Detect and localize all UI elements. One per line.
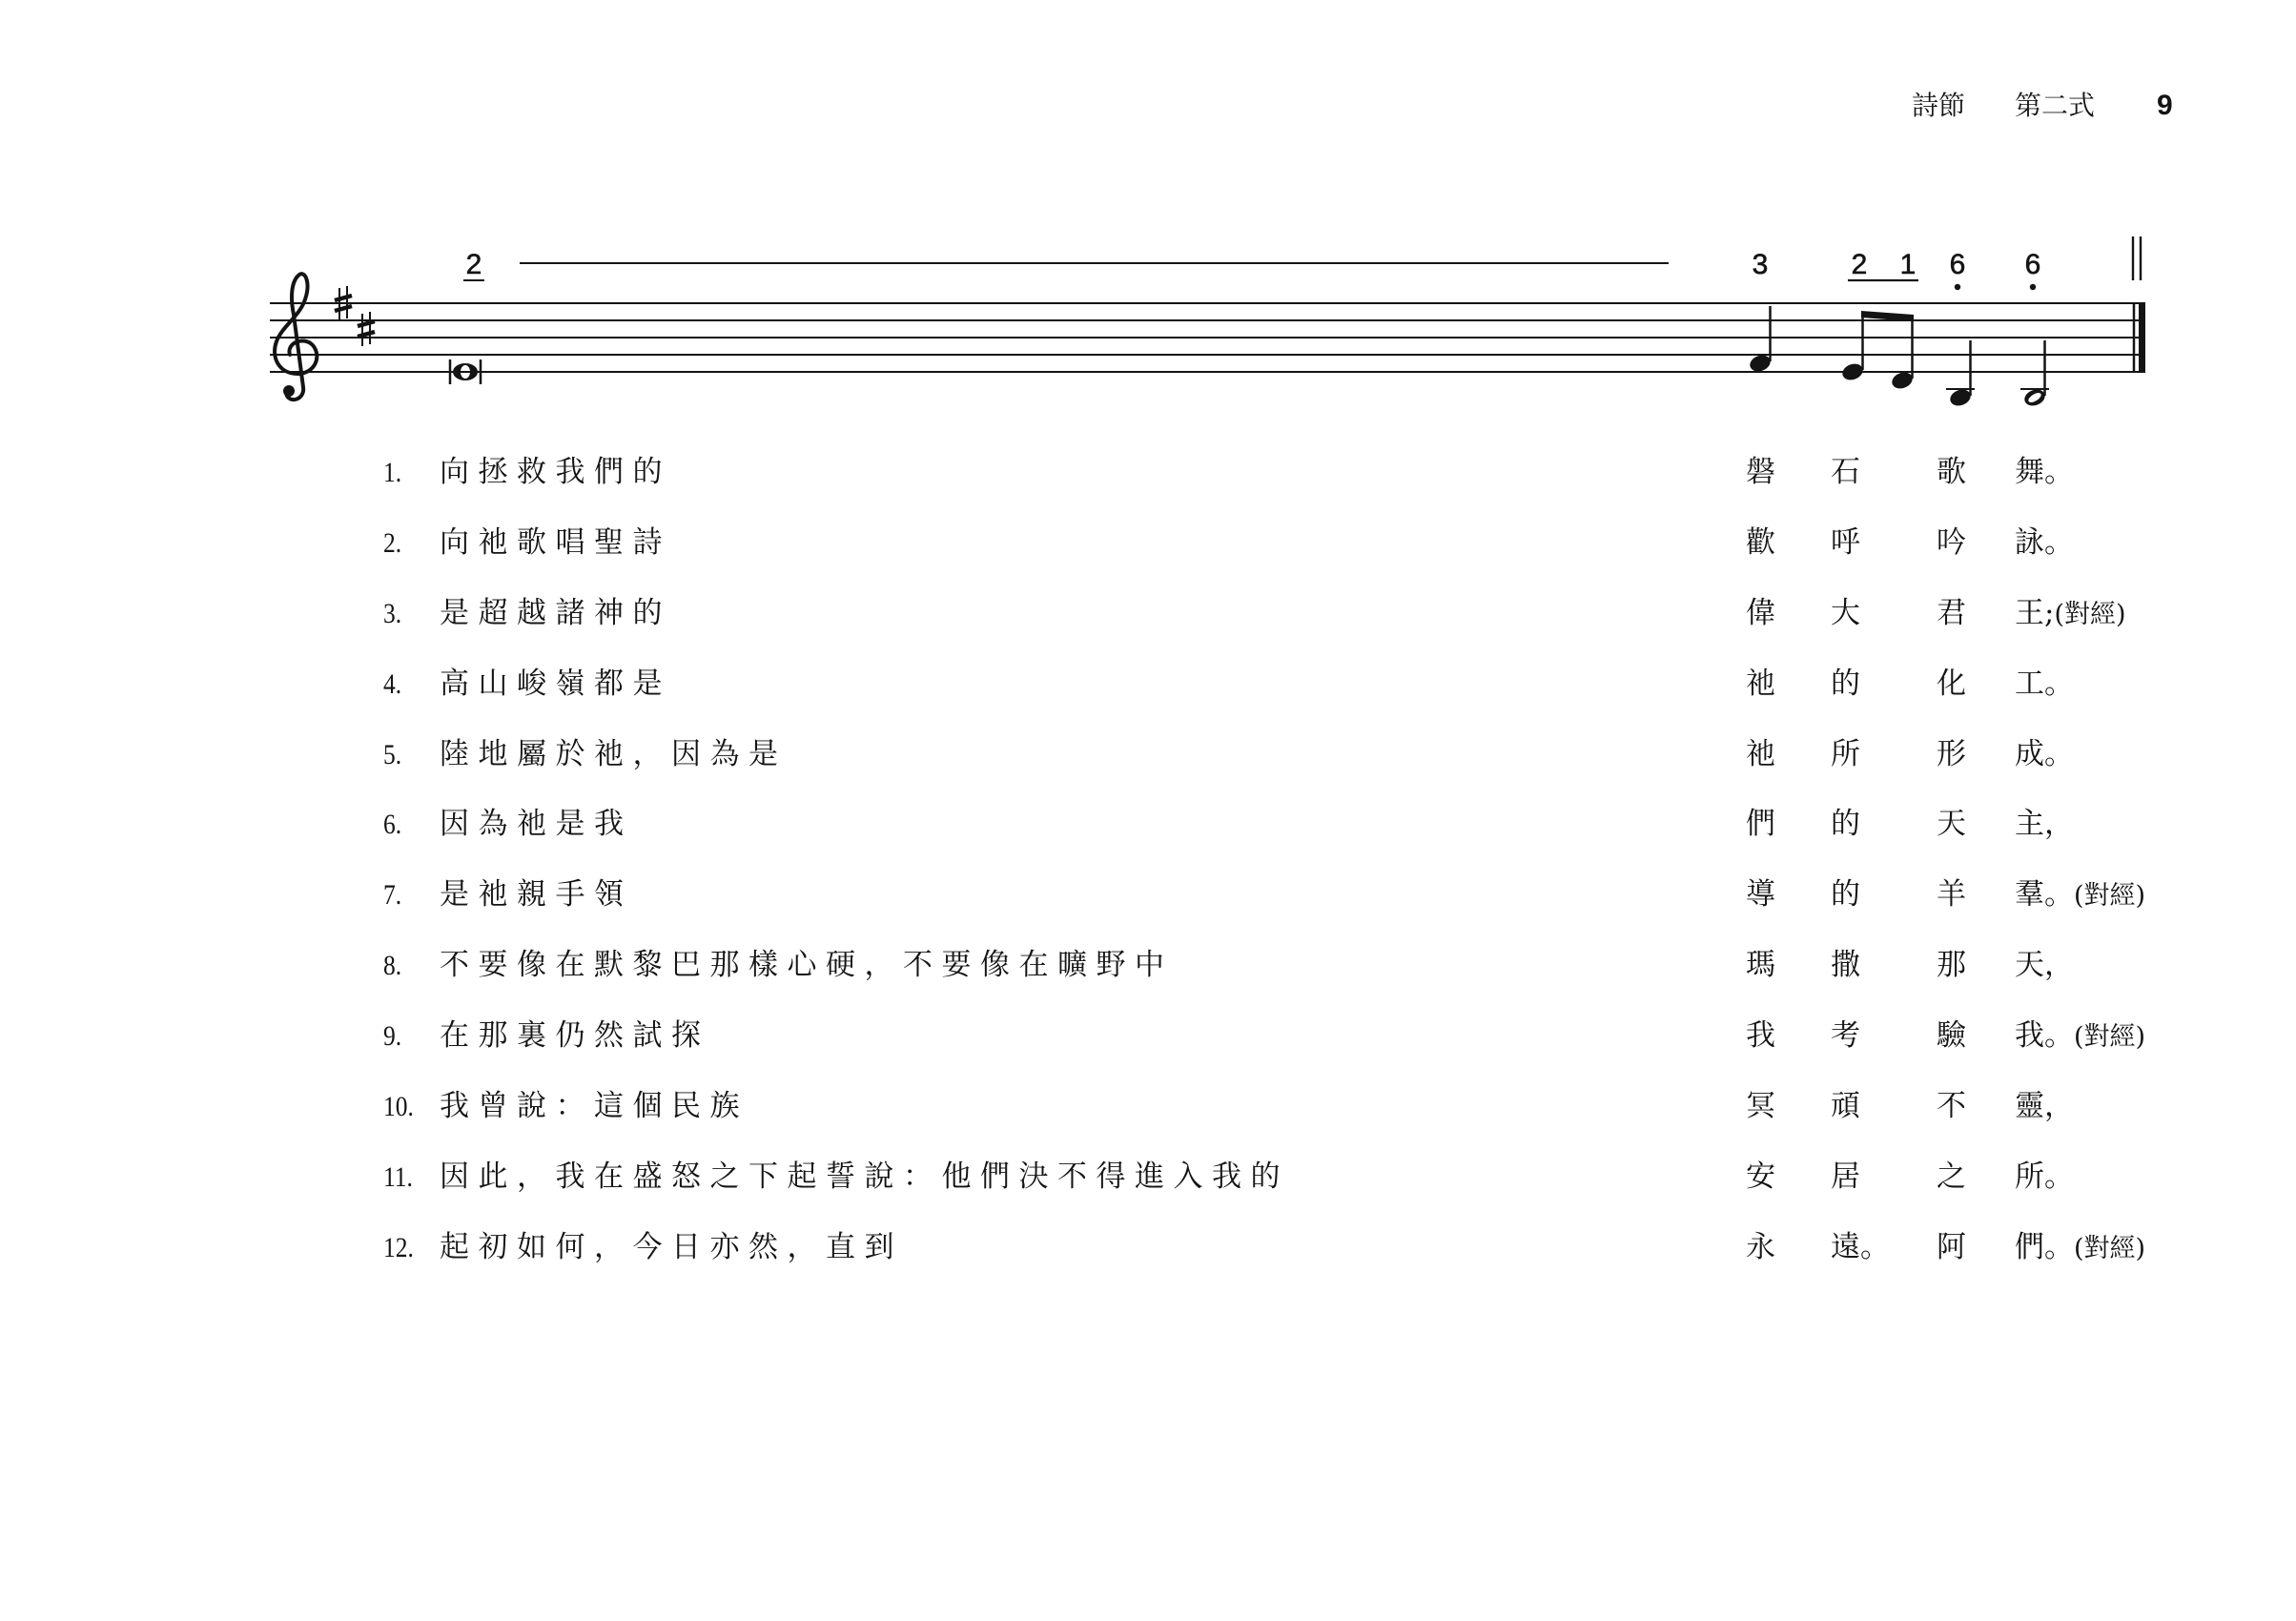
cadence-syllable: 石 [1831,455,1860,489]
verse-text: 陸地屬於祂，因為是 [440,736,788,771]
cadence-syllable: 我。 [2015,1018,2074,1054]
antiphon-mark: (對經) [2074,881,2146,912]
cadence-final-group [2015,860,2145,932]
cadence-final-group [2015,720,2074,791]
cadence-tone-number: 6 [2024,249,2041,280]
reciting-tone-number: 2 [465,249,482,280]
cadence-syllable: 所。 [2015,1159,2074,1194]
header-form-title: 第二式 [2015,90,2096,121]
cadence-syllable: 磐 [1746,455,1775,489]
cadence-syllable: 君 [1937,595,1966,630]
cadence-syllable: 瑪 [1746,948,1775,983]
cadence-tone-number: 1 [1899,249,1917,280]
cadence-syllable: 羊 [1937,877,1966,913]
low-octave-dot [1955,284,1960,290]
header-section-title: 詩節 [1912,90,1966,121]
page-number: 9 [2157,90,2173,121]
verse-number: 3. [383,597,402,629]
cadence-syllable: 考 [1831,1018,1860,1054]
cadence-syllable: 詠。 [2015,524,2074,560]
verse-number: 5. [383,738,402,770]
verse-number: 7. [383,879,402,912]
cadence-syllable: 天 [1937,807,1966,842]
antiphon-mark: (對經) [2054,599,2126,629]
verse-row [0,508,2296,579]
jianpu-line [463,236,2141,290]
verse-text: 在那裏仍然試探 [440,1018,710,1054]
verse-row [0,438,2296,508]
cadence-syllable: 祂 [1746,666,1775,701]
verse-row [0,1001,2296,1072]
verse-text: 起初如何，今日亦然，直到 [440,1229,903,1264]
cadence-syllable: 化 [1937,666,1966,701]
verse-number: 11. [383,1160,413,1193]
cadence-syllable: 舞。 [2015,455,2074,489]
cadence-syllable: 歌 [1937,455,1966,489]
verse-list [0,438,2296,1283]
cadence-tone-number: 3 [1752,249,1769,280]
verse-number: 6. [383,809,402,841]
cadence-syllable: 冥 [1746,1089,1775,1124]
music-notation [0,0,2296,448]
cadence-syllable: 安 [1746,1159,1775,1194]
cadence-tone-number: 2 [1851,249,1868,280]
verse-number: 12. [383,1231,414,1263]
cadence-syllable: 王; [2015,595,2055,630]
cadence-syllable: 導 [1746,877,1775,913]
cadence-tone-number: 6 [1949,249,1966,280]
verse-text: 因為祂是我 [440,807,633,842]
cadence-syllable: 驗 [1937,1018,1966,1054]
cadence-syllable: 阿 [1937,1229,1966,1264]
verse-row [0,1142,2296,1213]
cadence-syllable: 天， [2015,948,2074,983]
cadence-syllable: 我 [1746,1018,1775,1054]
verse-row [0,931,2296,1001]
cadence-syllable: 吟 [1937,524,1966,560]
verse-number: 9. [383,1020,402,1053]
verse-row [0,720,2296,790]
cadence-syllable: 之 [1937,1159,1966,1194]
cadence-final-group [2015,1142,2074,1214]
quarter-note [1748,306,1773,374]
cadence-syllable: 祂 [1746,736,1775,771]
verse-text: 是祂親手領 [440,877,633,913]
low-octave-dot [2030,284,2036,290]
sharp-icon [358,312,375,346]
cadence-final-group [2015,438,2074,509]
cadence-syllable: 大 [1831,595,1860,630]
verse-text: 不要像在默黎巴那樣心硬，不要像在曠野中 [440,948,1174,983]
verse-row [0,1213,2296,1283]
cadence-syllable: 主， [2015,807,2074,842]
cadence-syllable: 那 [1937,948,1966,983]
cadence-final-group [2015,579,2126,650]
antiphon-mark: (對經) [2074,1233,2146,1263]
verse-row [0,649,2296,720]
verse-text: 因此，我在盛怒之下起誓說：他們決不得進入我的 [440,1159,1289,1194]
cadence-final-group [2015,790,2074,861]
cadence-syllable: 所 [1831,736,1860,771]
verse-text: 我曾說：這個民族 [440,1089,748,1124]
cadence-syllable: 的 [1831,666,1860,701]
verse-number: 8. [383,950,402,982]
cadence-syllable: 不 [1937,1089,1966,1124]
cadence-final-group [2015,931,2074,1002]
cadence-syllable: 呼 [1831,524,1860,560]
cadence-syllable: 居 [1831,1159,1860,1194]
cadence-syllable: 工。 [2015,666,2074,701]
verse-row [0,860,2296,931]
verse-text: 是超越諸神的 [440,595,671,630]
verse-text: 向祂歌唱聖詩 [440,524,671,560]
cadence-syllable: 歡 [1746,524,1775,560]
cadence-syllable: 的 [1831,807,1860,842]
verse-number: 1. [383,457,402,488]
cadence-final-group [2015,508,2074,580]
cadence-syllable: 們。 [2015,1229,2074,1264]
eighth-note [1840,314,1865,382]
cadence-syllable: 頑 [1831,1089,1860,1124]
verse-text: 高山峻嶺都是 [440,666,671,701]
verse-number: 2. [383,526,402,559]
cadence-final-group [2015,649,2074,721]
cadence-final-group [2015,1001,2145,1073]
cadence-syllable: 們 [1746,807,1775,842]
cadence-syllable: 靈， [2015,1089,2074,1124]
cadence-syllable: 形 [1937,736,1966,771]
quarter-note [1946,340,1975,408]
verse-number: 10. [383,1091,414,1123]
cadence-syllable: 的 [1831,877,1860,913]
antiphon-mark: (對經) [2074,1022,2146,1053]
cadence-syllable: 遠。 [1831,1229,1890,1264]
cadence-syllable: 羣。 [2015,877,2074,913]
cadence-syllable: 成。 [2015,736,2074,771]
verse-number: 4. [383,667,402,700]
verse-row [0,790,2296,860]
cadence-syllable: 偉 [1746,595,1775,630]
cadence-syllable: 撒 [1831,948,1860,983]
cadence-final-group [2015,1072,2074,1143]
cadence-final-group [2015,1213,2145,1284]
cadence-syllable: 永 [1746,1229,1775,1264]
verse-row [0,579,2296,649]
half-note [2020,340,2049,408]
verse-text: 向拯救我們的 [440,455,671,489]
verse-row [0,1072,2296,1142]
